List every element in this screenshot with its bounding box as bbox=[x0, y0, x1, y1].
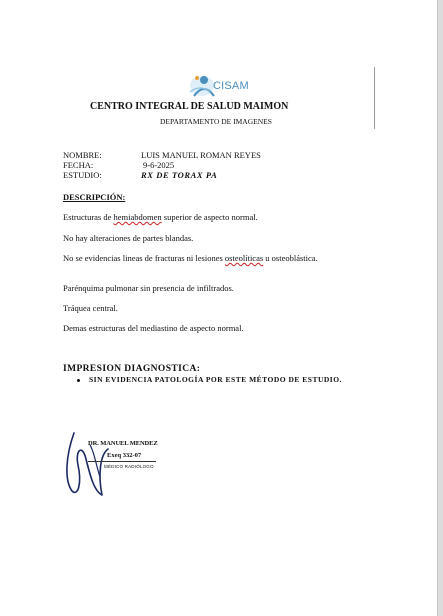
date-label: FECHA: bbox=[63, 160, 94, 170]
signatory-license: Exeq 332-07 bbox=[107, 452, 142, 459]
signatory-name: DR. MANUEL MENDEZ bbox=[88, 440, 158, 447]
p3-flagged-word: osteolíticas bbox=[224, 253, 264, 263]
description-paragraph-4: Parénquima pulmonar sin presencia de infiltrados. bbox=[63, 283, 234, 293]
date-value: 9-6-2025 bbox=[143, 160, 175, 170]
study-label: ESTUDIO: bbox=[63, 170, 102, 180]
viewer-background bbox=[438, 0, 443, 616]
description-title: DESCRIPCIÓN: bbox=[63, 192, 126, 202]
description-paragraph-1 bbox=[63, 212, 258, 222]
signatory-role: MÉDICO RADIÓLOGO bbox=[104, 464, 154, 469]
p1-text-start: Estructuras de bbox=[63, 212, 114, 222]
description-paragraph-2: No hay alteraciones de partes blandas. bbox=[63, 233, 194, 243]
description-paragraph-3 bbox=[63, 253, 353, 263]
p3-text-end: u osteoblástica. bbox=[263, 253, 318, 263]
logo-wordmark: CISAM bbox=[213, 80, 249, 92]
p1-text-end: superior de aspecto normal. bbox=[161, 212, 258, 222]
description-paragraph-5: Tráquea central. bbox=[63, 303, 118, 313]
organization-name: CENTRO INTEGRAL DE SALUD MAIMON bbox=[90, 101, 289, 112]
patient-name-value: LUIS MANUEL ROMAN REYES bbox=[141, 150, 261, 160]
impression-title: IMPRESION DIAGNOSTICA: bbox=[63, 364, 201, 374]
header-divider bbox=[374, 67, 375, 129]
impression-item: SIN EVIDENCIA PATOLOGÍA POR ESTE MÉTODO DE ESTUDIO. bbox=[89, 375, 342, 384]
p3-text-start: No se evidencias lineas de fracturas ni lesiones bbox=[63, 253, 225, 263]
study-value: RX DE TORAX PA bbox=[141, 170, 218, 180]
p1-flagged-word: hemiabdomen bbox=[113, 212, 162, 222]
bullet-icon bbox=[77, 379, 80, 382]
department-name: DEPARTAMENTO DE IMAGENES bbox=[160, 117, 272, 126]
description-paragraph-6: Demas estructuras del mediastino de aspecto normal. bbox=[63, 323, 244, 333]
signature-line bbox=[88, 461, 156, 462]
patient-name-label: NOMBRE: bbox=[63, 150, 102, 160]
